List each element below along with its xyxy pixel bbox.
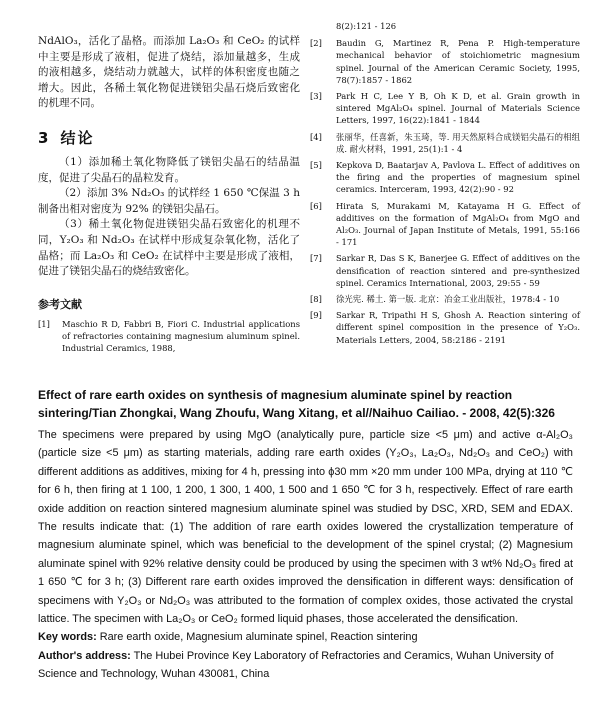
references-heading: 参考文献 (38, 297, 82, 311)
reference-item (310, 252, 580, 289)
conclusion-item: （2）添加 3% Nd₂O₃ 的试样经 1 650 ℃保温 3 h 制备出相对密度为 92% 的镁铝尖晶石。 (38, 187, 300, 215)
reference-text: Baudin G, Martinez R, Pena P. High-temperature mechanical behavior of stoichiometric magnesium spinel. Journal of the American Ceramic Society, 1995, 78(7):1857 - 1862 (336, 38, 580, 85)
keywords-label: Key words: (38, 631, 97, 644)
reference-number: [8] (310, 294, 322, 305)
reference-item (310, 200, 580, 249)
reference-item (38, 318, 300, 355)
english-abstract: The specimens were prepared by using MgO (analytically pure, particle size <5 μm) and active α-Al₂O₃ (particle size <5 μm) as starting materials, adding rare earth oxides (Y₂O₃, La₂O₃, Nd₂O₃ and CeO₂) with different additions as additives, mixing for 4 h, pressing into ϕ30 mm ×20 mm under 100 MPa, drying at 110 ℃ for 6 h, then firing at 1 100, 1 200, 1 300, 1 400, 1 500 and 1 650 ℃ for 3 h, respectively. Effect of rare earth oxide addition on reaction sintered magnesium aluminate spinel was studied by DSC, XRD, SEM and EDAX. The results indicate that: (1) The addition of rare earth oxides lowered the crystallization temperature of magnesium aluminate spinel, which was beneficial to the development of the spinel crystal; (2) Magnesium aluminate spinel with 92% relative density could be produced by using the specimen with 3 wt% Nd₂O₃ fired at 1 650 ℃ for 3 h; (3) Different rare earth oxides improved the densification in different ways: densification of specimens with Y₂O₃ or Nd₂O₃ was attributed to the formation of complex oxides, those activated the crystal lattice. The specimen with La₂O₃ or CeO₂ formed liquid phases, those accelerated the densification. (38, 429, 573, 626)
reference-number: [3] (310, 91, 322, 102)
reference-text: Kepkova D, Baatarjav A, Pavlova L. Effect of additives on the firing and the properties of magnesium spinel ceramics. Interceram, 1993, 42(2):90 - 92 (336, 160, 580, 195)
keywords-text: Rare earth oxide, Magnesium aluminate spinel, Reaction sintering (96, 631, 418, 644)
reference-item (310, 293, 580, 305)
reference-continuation: 8(2):121 - 126 (336, 21, 397, 31)
reference-number: [7] (310, 253, 322, 264)
section-title: 结论 (60, 128, 95, 147)
reference-item (310, 37, 580, 86)
reference-text: Sarkar R, Tripathi H S, Ghosh A. Reaction sintering of different spinel composition in the presence of Y₂O₃. Materials Letters, 2004, 58:2186 - 2191 (336, 310, 580, 345)
reference-text: Park H C, Lee Y B, Oh K D, et al. Grain growth in sintered MgAl₂O₄ spinel. Journal of Materials Science Letters, 1997, 16(22):1841 - 1844 (336, 91, 580, 126)
reference-text: Maschio R D, Fabbri B, Fiori C. Industrial applications of refractories containing magnesium aluminum spinel. Industrial Ceramics, 1988, (62, 318, 300, 354)
reference-text: Hirata S, Murakami M, Katayama H G. Effect of additives on the formation of MgAl₂O₄ from MgO and Al₂O₃. Journal of Japan Institute of Metals, 1991, 55:166 - 171 (336, 200, 580, 248)
section-heading (38, 127, 300, 148)
reference-item (310, 159, 580, 196)
right-column (310, 20, 580, 350)
section-number: 3 (38, 128, 49, 147)
reference-number: [6] (310, 200, 322, 211)
reference-number: [1] (38, 318, 50, 329)
conclusion-item: （3）稀土氧化物促进镁铝尖晶石致密化的机理不同，Y₂O₃ 和 Nd₂O₃ 在试样中形成复杂氧化物，活化了晶格；而 La₂O₃ 和 CeO₂ 在试样中主要是形成了液相，促进了镁铝尖晶石的烧结致密化。 (38, 218, 300, 278)
keywords-line (38, 628, 573, 646)
reference-number: [2] (310, 38, 322, 49)
reference-item (310, 309, 580, 346)
reference-number: [5] (310, 160, 322, 171)
english-abstract-block (38, 386, 573, 684)
reference-item (310, 90, 580, 127)
reference-number: [9] (310, 310, 322, 321)
address-text: The Hubei Province Key Laboratory of Refractories and Ceramics, Wuhan University of Science and Technology, Wuhan 430081, China (38, 649, 554, 681)
reference-text: 张丽华，任喜新，朱玉琦，等. 用天然原料合成镁铝尖晶石的相组成. 耐火材料，1991, 25(1):1 - 4 (336, 131, 580, 154)
reference-text: Sarkar R, Das S K, Banerjee G. Effect of additives on the densification of reaction sintered and pre-synthesized spinel. Ceramics International, 2003, 29:55 - 59 (336, 253, 580, 288)
reference-text: 徐光宪. 稀土. 第一版. 北京：冶金工业出版社，1978:4 - 10 (336, 294, 560, 305)
address-label: Author's address: (38, 649, 131, 662)
address-line (38, 647, 573, 684)
english-title: Effect of rare earth oxides on synthesis of magnesium aluminate spinel by reaction sintering/Tian Zhongkai, Wang Zhoufu, Wang Xitang, et al//Naihuo Cailiao. - 2008, 42(5):326 (38, 388, 555, 420)
reference-item (310, 131, 580, 155)
conclusion-item: （1）添加稀土氧化物降低了镁铝尖晶石的结晶温度，促进了尖晶石的晶粒发育。 (38, 155, 300, 184)
reference-number: [4] (310, 131, 322, 142)
left-column (38, 34, 300, 356)
chinese-discussion-paragraph: NdAlO₃，活化了晶格。而添加 La₂O₃ 和 CeO₂ 的试样中主要是形成了液相，促进了烧结，添加量越多，生成的液相越多，烧结动力就越大，试样的体积密度也随之增大。因此，各稀土氧化物促进镁铝尖晶石烧后致密化的机理不同。 (38, 35, 300, 110)
